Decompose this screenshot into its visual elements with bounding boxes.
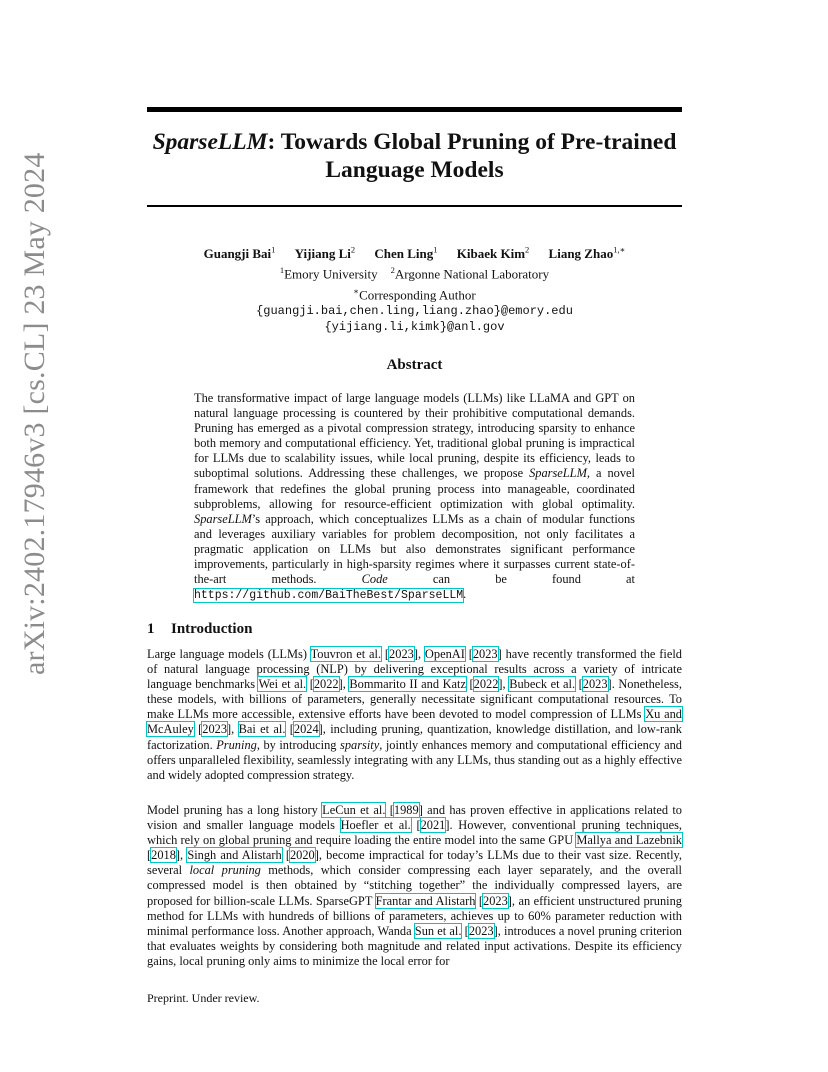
citation-link[interactable]: Hoefler et al. <box>340 818 411 833</box>
citation-year-link[interactable]: 2022 <box>473 677 499 692</box>
paper-title <box>147 128 682 184</box>
citation-year-link[interactable]: 2023 <box>483 893 508 908</box>
affiliations: $^1$Emory University $^2$Argonne National Laboratory <box>279 265 550 282</box>
citation-link[interactable]: Touvron et al. <box>310 647 382 661</box>
email-line-1: {guangji.bai,chen.ling,liang.zhao}@emory.edu <box>256 303 573 318</box>
intro-paragraph-2: Model pruning has a long history LeCun et al. [1989] and has proven effective in applications related to vision and smaller language models Hoefler et al. [2021]. However, conventional pruning techniques, which rely on global pruning and require loading the entire model into the same GPU Mallya and Lazebnik [2018], Singh and Alistarh [2020], become impractical for today’s LLMs due to their vast size. Recently, several local pruning methods, which consider compressing each layer separately, and the overall compressed model is then obtained by “stitching together” the individually compressed layers, are proposed for billion-scale LLMs. SparseGPT Frantar and Alistarh [2023], an efficient unstructured pruning method for LLMs with hundreds of billions of parameters, achieves up to 60% parameter reduction with minimal performance loss. Another approach, Wanda Sun et al. [2023], introduces a novel pruning criterion that evaluates weights by considering both magnitude and related input activations. Despite its efficiency gains, local pruning only aims to minimize the local error for <box>147 803 683 968</box>
citation-link[interactable]: Bai et al. <box>238 722 286 737</box>
citation-year-link[interactable]: 2021 <box>420 818 446 833</box>
citation-year-link[interactable]: 2023 <box>389 647 414 661</box>
title-line2: Language Models <box>325 157 504 183</box>
arxiv-identifier: arXiv:2402.17946v3 [cs.CL] 23 May 2024 <box>18 152 51 675</box>
citation-year-link[interactable]: 2023 <box>468 923 494 938</box>
intro-paragraph-1: Large language models (LLMs) Touvron et al. [2023], OpenAI [2023] have recently transformed the field of natural language processing (NLP) by delivering exceptional results across a variety of intricate language benchmarks Wei et al. [2022], Bommarito II and Katz [2022], Bubeck et al. [2023]. Nonetheless, these models, with billions of parameters, generally necessitate significant computational resources. To make LLMs more accessible, extensive efforts have been devoted to model compression of LLMs Xu and McAuley [2023], Bai et al. [2024], including pruning, quantization, knowledge distillation, and low-rank factorization. Pruning, by introducing sparsity, jointly enhances memory and computational efficiency and offers unparalleled flexibility, seamlessly integrating with any LLMs, thus standing out as a highly effective and widely adopted compression strategy. <box>147 647 682 782</box>
citation-year-link[interactable]: 2018 <box>151 848 176 863</box>
author-names <box>147 242 682 262</box>
citation-link[interactable]: Bommarito II and Katz <box>349 677 466 692</box>
citation-link[interactable]: Wei et al. <box>258 677 307 692</box>
title-bottom-rule <box>147 205 682 207</box>
author: Chen Ling$^1$ <box>374 245 438 262</box>
author: Liang Zhao$^{1,∗}$ <box>548 245 626 262</box>
citation-link[interactable]: Bubeck et al. <box>509 677 576 692</box>
citation-year-link[interactable]: 2023 <box>472 647 498 661</box>
abstract-heading: Abstract <box>386 357 443 373</box>
citation-link[interactable]: Singh and Alistarh <box>187 848 282 863</box>
email-line-2: {yijiang.li,kimk}@anl.gov <box>324 319 505 334</box>
author-block <box>147 242 682 335</box>
citation-link[interactable]: OpenAI <box>424 647 465 661</box>
title-line1: : Towards Global Pruning of Pre-trained <box>267 129 677 155</box>
citation-year-link[interactable]: 2024 <box>293 722 319 737</box>
title-emphasis: SparseLLM <box>152 129 268 155</box>
citation-year-link[interactable]: 1989 <box>393 803 419 817</box>
citation-link[interactable]: Xu and McAuley <box>147 707 682 737</box>
section-heading-introduction: 1 Introduction <box>147 621 253 637</box>
citation-link[interactable]: Mallya and Lazebnik <box>576 833 683 848</box>
citation-year-link[interactable]: 2023 <box>202 722 228 737</box>
author: Yijiang Li$^2$ <box>294 245 356 262</box>
footer-preprint-note: Preprint. Under review. <box>147 991 260 1005</box>
citation-year-link[interactable]: 2023 <box>582 677 608 692</box>
abstract-body: The transformative impact of large language models (LLMs) like LLaMA and GPT on natural language processing is countered by their prohibitive computational demands. Pruning has emerged as a pivotal compression strategy, introducing sparsity to enhance both memory and computational efficiency. Yet, traditional global pruning is impractical for LLMs due to scalability issues, while local pruning, despite its efficiency, leads to suboptimal solutions. Addressing these challenges, we propose SparseLLM, a novel framework that redefines the global pruning process into manageable, coordinated subproblems, allowing for resource-efficient optimization with global optimality. SparseLLM’s approach, which conceptualizes LLMs as a chain of modular functions and leverages auxiliary variables for problem decomposition, not only facilitates a pragmatic application on LLMs but also demonstrates significant performance improvements, particularly in high-sparsity regimes where it surpasses current state-of-the-art methods. Code can be found at https://github.com/BaiTheBest/SparseLLM. <box>194 391 635 603</box>
citation-link[interactable]: LeCun et al. <box>322 803 386 817</box>
code-url-link[interactable]: https://github.com/BaiTheBest/SparseLLM <box>194 589 464 603</box>
citation-link[interactable]: Sun et al. <box>414 923 462 938</box>
author: Kibaek Kim$^2$ <box>456 245 530 262</box>
citation-year-link[interactable]: 2020 <box>289 848 315 863</box>
citation-year-link[interactable]: 2022 <box>313 677 339 692</box>
corresponding-author-note: ∗Corresponding Author <box>353 285 476 302</box>
citation-link[interactable]: Frantar and Alistarh <box>375 893 476 908</box>
author: Guangji Bai$^1$ <box>203 245 276 262</box>
title-top-rule <box>147 107 682 112</box>
